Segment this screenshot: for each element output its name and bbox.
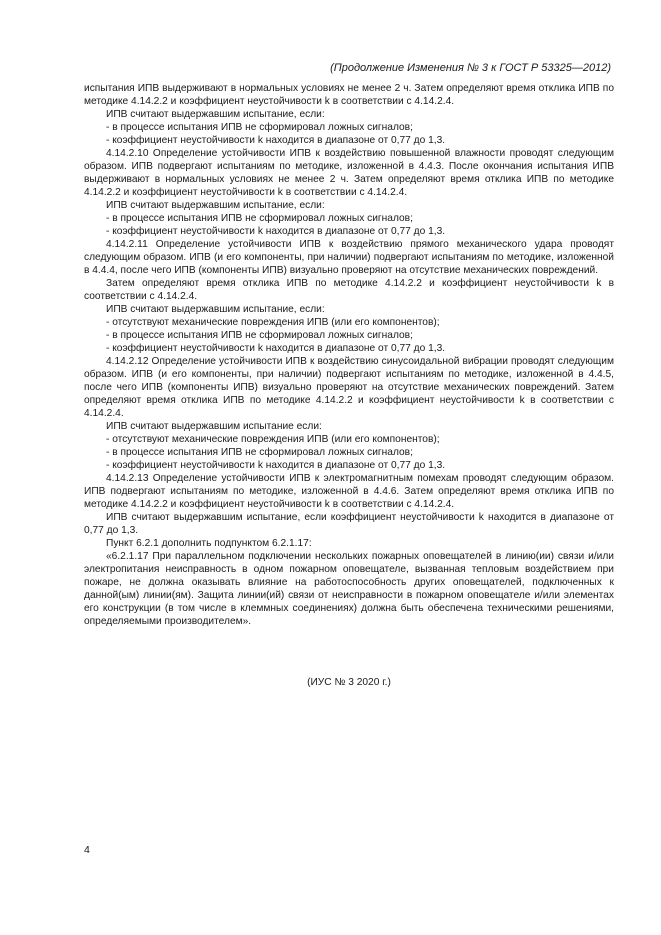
paragraph: - коэффициент неустойчивости k находится в диапазоне от 0,77 до 1,3.: [106, 460, 446, 471]
paragraph: - в процессе испытания ИПВ не сформировал ложных сигналов;: [106, 330, 413, 341]
paragraph: 4.14.2.13 Определение устойчивости ИПВ к электромагнитным помехам проводят следующим образом. ИПВ подвергают испытаниям по методике, изложенной в 4.4.6. Затем определяют время отклика ИПВ по методике 4.14.2.2 и коэффициент неустойчивости k в соответствии с 4.14.2.4.: [84, 473, 614, 510]
paragraph: - в процессе испытания ИПВ не сформировал ложных сигналов;: [106, 122, 413, 133]
paragraph: Затем определяют время отклика ИПВ по методике 4.14.2.2 и коэффициент неустойчивости k в соответствии с 4.14.2.4.: [84, 278, 614, 302]
paragraph: - в процессе испытания ИПВ не сформировал ложных сигналов;: [106, 447, 413, 458]
paragraph: 4.14.2.10 Определение устойчивости ИПВ к воздействию повышенной влажности проводят следующим образом. ИПВ подвергают испытаниям по методике, изложенной в 4.4.3. После окончания испытания ИПВ выдерживают в нормальных условиях не менее 2 ч. Затем определяют время отклика ИПВ по методике 4.14.2.2 и коэффициент неустойчивости k в соответствии с 4.14.2.4.: [84, 148, 614, 198]
paragraph: - коэффициент неустойчивости k находится в диапазоне от 0,77 до 1,3.: [106, 226, 446, 237]
paragraph: ИПВ считают выдержавшим испытание, если:: [106, 109, 325, 120]
paragraph: испытания ИПВ выдерживают в нормальных условиях не менее 2 ч. Затем определяют время отклика ИПВ по методике 4.14.2.2 и коэффициент неустойчивости k в соответствии с 4.14.2.4.: [84, 83, 614, 107]
paragraph: ИПВ считают выдержавшим испытание, если:: [106, 304, 325, 315]
page-number: 4: [84, 844, 90, 856]
ius-note: (ИУС № 3 2020 г.): [307, 677, 391, 688]
paragraph: Пункт 6.2.1 дополнить подпунктом 6.2.1.17:: [106, 538, 312, 549]
running-header: (Продолжение Изменения № 3 к ГОСТ Р 53325—2012): [330, 62, 611, 74]
paragraph: - отсутствуют механические повреждения ИПВ (или его компонентов);: [106, 317, 440, 328]
paragraph: - отсутствуют механические повреждения ИПВ (или его компонентов);: [106, 434, 440, 445]
paragraph: ИПВ считают выдержавшим испытание, если коэффициент неустойчивости k находится в диапазоне от 0,77 до 1,3.: [84, 512, 614, 536]
paragraph: 4.14.2.12 Определение устойчивости ИПВ к воздействию синусоидальной вибрации проводят следующим образом. ИПВ (и его компоненты, при наличии) подвергают испытаниям по методике, изложенной в 4.4.5, после чего ИПВ (компоненты ИПВ) визуально проверяют на отсутствие механических повреждений. Затем определяют время отклика ИПВ по методике 4.14.2.2 и коэффициент неустойчивости k в соответствии с 4.14.2.4.: [84, 356, 614, 419]
paragraph: - коэффициент неустойчивости k находится в диапазоне от 0,77 до 1,3.: [106, 135, 446, 146]
paragraph: 4.14.2.11 Определение устойчивости ИПВ к воздействию прямого механического удара проводят следующим образом. ИПВ (и его компоненты, при наличии) подвергают испытаниям по методике, изложенной в 4.4.4, после чего ИПВ (компоненты ИПВ) визуально проверяют на отсутствие механических повреждений.: [84, 239, 614, 276]
paragraph: - в процессе испытания ИПВ не сформировал ложных сигналов;: [106, 213, 413, 224]
paragraph: «6.2.1.17 При параллельном подключении нескольких пожарных оповещателей в линию(ии) связи и/или электропитания неисправность в одном пожарном оповещателе, вызванная тепловым воздействием при пожаре, не должна оказывать влияние на работоспособность других оповещателей, подключенных к данной(ым) линии(ям). Защита линии(ий) связи от неисправности в пожарном оповещателе и/или элементах его конструкции (в том числе в клеммных соединениях) должна быть обеспечена техническими решениями, определяемыми производителем».: [84, 551, 614, 627]
paragraph: ИПВ считают выдержавшим испытание, если:: [106, 200, 325, 211]
paragraph: ИПВ считают выдержавшим испытание если:: [106, 421, 322, 432]
document-body: [84, 82, 614, 628]
paragraph: - коэффициент неустойчивости k находится в диапазоне от 0,77 до 1,3.: [106, 343, 446, 354]
